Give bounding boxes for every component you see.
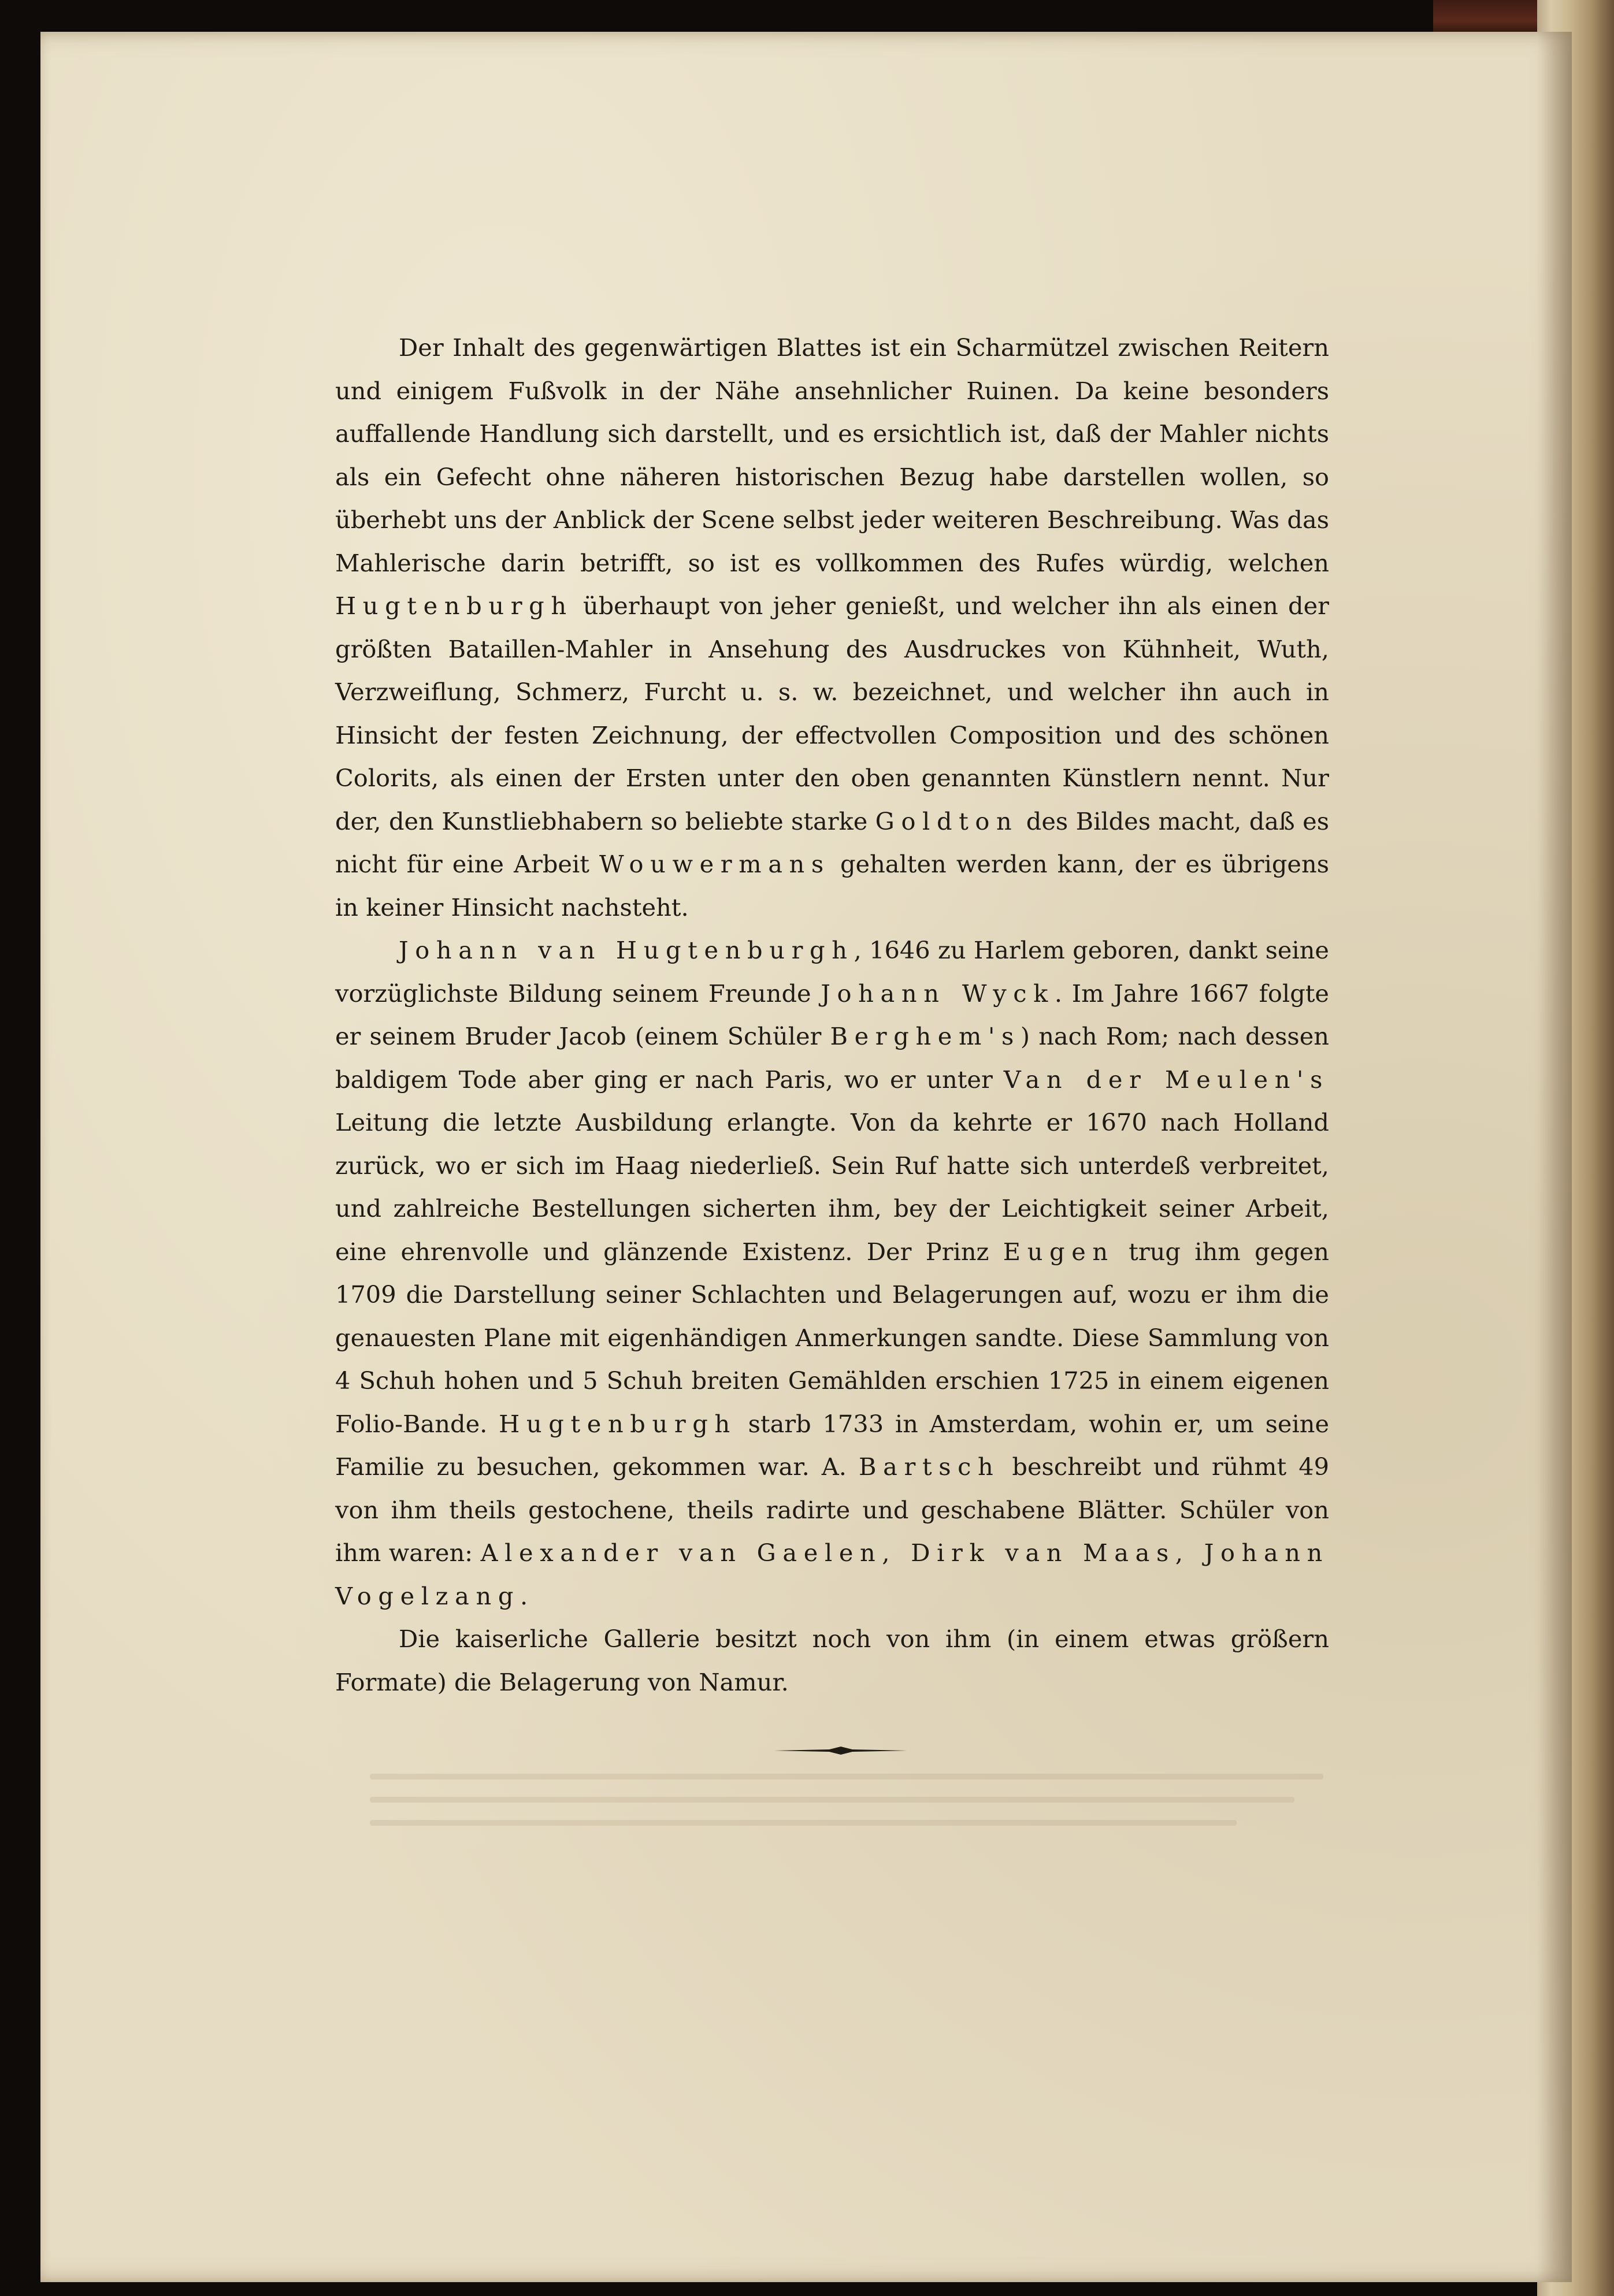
text-segment: überhaupt von jeher genießt, und welcher ihn als einen der größten Bataillen-Mahler in Ansehung des Ausdruckes von Kühnheit, Wuth, Verzweiflung, Schmerz, Furcht u. s. w. bezeichnet, und welcher ihn auch in Hinsicht der festen Zeichnung, der effectvollen Composition und des schönen Colorits, als einen der Ersten unter den oben genannten Künstlern nennt. Nur der, den Kunstliebhabern so beliebte starke <box>335 592 1329 835</box>
text-segment: trug ihm gegen 1709 die Darstellung seiner Schlachten und Belagerungen auf, wozu er ihm die genauesten Plane mit eigenhändigen Anmerkungen sandte. Diese Sammlung von 4 Schuh hohen und 5 Schuh breiten Gemählden erschien 1725 in einem eigenen Folio-Bande. <box>335 1237 1330 1438</box>
text-segment: ) nach Rom; nach dessen baldigem Tode aber ging er nach Paris, wo er unter <box>335 1022 1329 1094</box>
text-segment: beschreibt und rühmt 49 von ihm theils gestochene, theils radirte und geschabene Blätter. Schüler von ihm waren: <box>335 1452 1329 1567</box>
text-segment: starb 1733 in Amsterdam, wohin er, um seine Familie zu besuchen, gekommen war. A. <box>335 1409 1330 1481</box>
text-segment: , 1646 zu Harlem geboren, dankt seine vorzüglichste Bildung seinem Freunde <box>335 936 1329 1008</box>
emphasized-name: Berghem's <box>830 1022 1021 1050</box>
paragraph-3 <box>335 1618 1329 1704</box>
emphasized-names-list: Alexander van Gaelen, Dirk van Maas, Johann Vogelzang <box>335 1539 1329 1610</box>
text-segment: . Im Jahre 1667 folgte er seinem Bruder Jacob (einem Schüler <box>335 979 1329 1050</box>
body-text <box>335 326 1329 1704</box>
text-segment: Die kaiserliche Gallerie besitzt noch von ihm (in einem etwas größern Formate) die Belagerung von Namur. <box>335 1625 1329 1696</box>
emphasized-name: Wouwermans <box>599 850 830 878</box>
paragraph-1 <box>335 326 1329 929</box>
emphasized-name: Hugtenburgh <box>335 592 573 620</box>
text-segment: Leitung die letzte Ausbildung erlangte. Von da kehrte er 1670 nach Holland zurück, wo er sich im Haag niederließ. Sein Ruf hatte sich unterdeß verbreitet, und zahlreiche Bestellungen sicherten ihm, bey der Leichtigkeit seiner Arbeit, eine ehrenvolle und glänzende Existenz. Der Prinz <box>335 1108 1329 1266</box>
end-ornament-rule <box>774 1744 907 1758</box>
text-segment: gehalten werden kann, der es übrigens in keiner Hinsicht nachsteht. <box>335 850 1330 922</box>
emphasized-name: Johann van Hugtenburgh <box>399 936 854 964</box>
text-segment: des Bildes macht, daß es nicht für eine Arbeit <box>335 807 1329 878</box>
emphasized-name: Bartsch <box>859 1452 1000 1481</box>
text-segment: . <box>520 1581 528 1610</box>
emphasized-term: Goldton <box>875 807 1019 835</box>
emphasized-name: Johann Wyck <box>821 979 1055 1008</box>
page-gutter-shadow <box>1537 32 1572 2282</box>
show-through-line <box>370 1797 1294 1803</box>
show-through-line <box>370 1820 1237 1826</box>
emphasized-name: Van der Meulen's <box>1003 1065 1329 1094</box>
show-through-line <box>370 1774 1323 1779</box>
emphasized-name: Hugtenburgh <box>499 1409 737 1438</box>
text-segment: Der Inhalt des gegenwärtigen Blattes ist ein Scharmützel zwischen Reitern und einigem Fußvolk in der Nähe ansehnlicher Ruinen. Da keine besonders auffallende Handlung sich darstellt, und es ersichtlich ist, daß der Mahler nichts als ein Gefecht ohne näheren historischen Bezug habe darstellen wollen, so überhebt uns der Anblick der Scene selbst jeder weiteren Beschreibung. Was das Mahlerische darin betrifft, so ist es vollkommen des Rufes würdig, welchen <box>335 333 1329 577</box>
emphasized-name: Eugen <box>1003 1237 1115 1266</box>
paragraph-2 <box>335 929 1329 1618</box>
